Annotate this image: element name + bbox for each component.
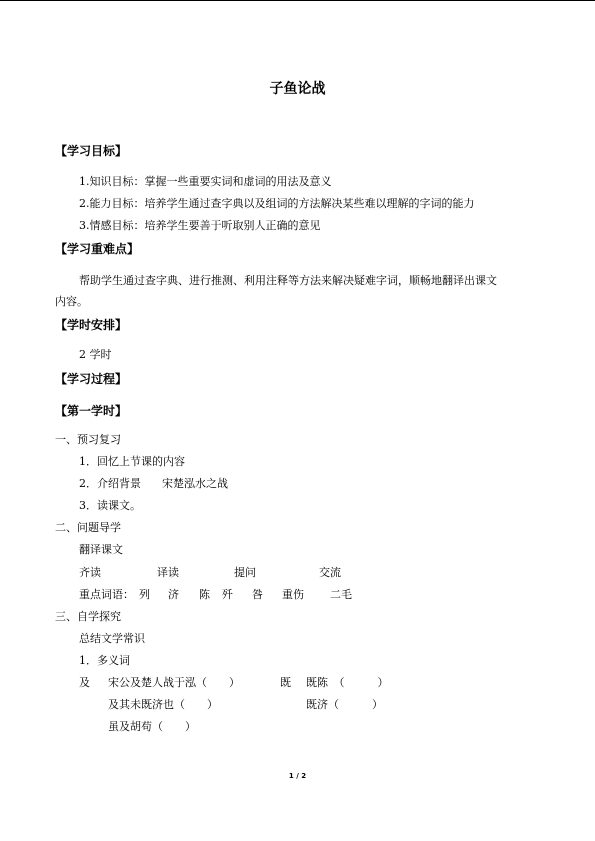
keyword: 济: [168, 588, 179, 601]
keywords-label: 重点词语：: [79, 588, 134, 601]
section1-item: 2．介绍背景: [79, 477, 141, 490]
objective-item: 3.情感目标：培养学生要善于听取别人正确的意见: [79, 219, 321, 232]
keyword: 列: [139, 588, 150, 601]
page-number: 1 / 2: [288, 772, 307, 780]
ji-example: 虽及胡苟（ ）: [108, 720, 196, 733]
section1-item: 3．读课文。: [79, 499, 141, 512]
ji-example: 宋公及楚人战于泓（ ）: [108, 676, 240, 689]
method-item: 交流: [319, 566, 341, 579]
jibi-example: 既济（ ）: [306, 698, 383, 711]
jibi-example: 既陈 （ ）: [306, 676, 389, 689]
keyword: 重伤: [282, 588, 304, 601]
process-heading: 【学习过程】: [55, 372, 128, 386]
schedule-heading: 【学时安排】: [55, 318, 128, 332]
keyword: 歼: [222, 588, 233, 601]
section2-subtitle: 翻译课文: [79, 543, 123, 556]
section3-subtitle: 总结文学常识: [79, 632, 145, 645]
method-item: 齐读: [79, 566, 101, 579]
section3-title: 三、自学探究: [55, 610, 121, 623]
keyword: 陈: [199, 588, 210, 601]
keyword: 二毛: [330, 588, 352, 601]
ji-example: 及其未既济也（ ）: [108, 698, 218, 711]
section1-item: 1．回忆上节课的内容: [79, 455, 185, 468]
polysemy-heading: 1．多义词: [79, 654, 130, 667]
word-ji: 及: [79, 676, 90, 689]
method-item: 提问: [234, 566, 256, 579]
objective-item: 2.能力目标：培养学生通过查字典以及组词的方法解决某些难以理解的字词的能力: [79, 197, 475, 210]
method-item: 译读: [157, 566, 179, 579]
word-jibi: 既: [280, 676, 291, 689]
first-period-heading: 【第一学时】: [55, 404, 128, 418]
key-points-text: 帮助学生通过查字典、进行推测、利用注释等方法来解决疑难字词，顺畅地翻译出课文: [79, 274, 497, 287]
keyword: 咎: [252, 588, 263, 601]
section2-title: 二、问题导学: [55, 521, 121, 534]
objectives-heading: 【学习目标】: [55, 144, 128, 158]
page-title: 子鱼论战: [269, 81, 326, 97]
section1-title: 一、预习复习: [55, 433, 121, 446]
background-topic: 宋楚泓水之战: [162, 477, 228, 490]
key-points-text-cont: 内容。: [55, 295, 88, 308]
objective-item: 1.知识目标：掌握一些重要实词和虚词的用法及意义: [79, 175, 332, 188]
key-points-heading: 【学习重难点】: [55, 242, 140, 256]
schedule-value: 2 学时: [79, 348, 112, 361]
top-rule: [0, 0, 595, 1]
